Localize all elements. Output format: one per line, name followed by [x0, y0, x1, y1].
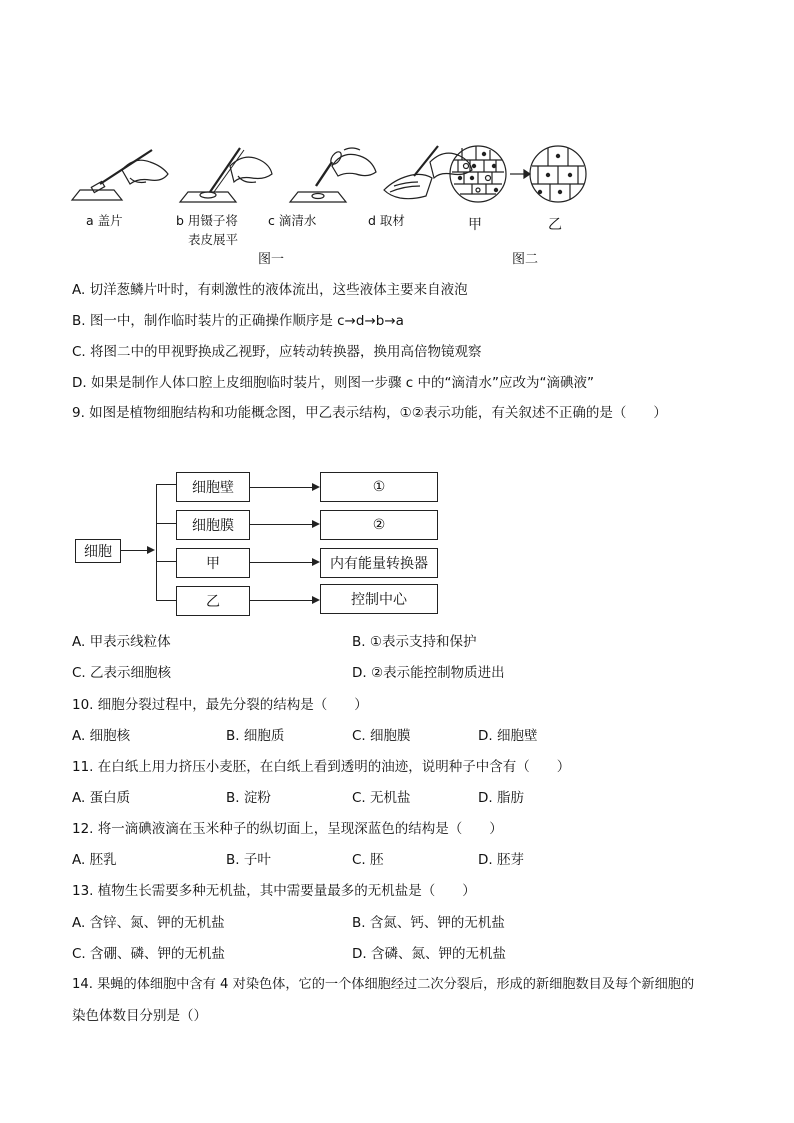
q14-stem-line2: 染色体数目分别是（） — [72, 1008, 207, 1024]
q10-option-b: B. 细胞质 — [226, 728, 285, 744]
q12-option-d: D. 胚芽 — [478, 852, 524, 868]
q13-option-a: A. 含锌、氮、钾的无机盐 — [72, 915, 225, 931]
box-yi: 乙 — [176, 586, 250, 616]
arrowhead — [312, 558, 320, 566]
cell-concept-diagram — [60, 460, 460, 630]
figure2-title: 图二 — [512, 252, 539, 267]
q12-stem: 12. 将一滴碘液滴在玉米种子的纵切面上，呈现深蓝色的结构是（ ） — [72, 821, 503, 837]
q13-option-c: C. 含硼、磷、钾的无机盐 — [72, 946, 226, 962]
arrowhead — [312, 520, 320, 528]
q13-option-b: B. 含氮、钙、钾的无机盐 — [352, 915, 505, 931]
caption-d: d 取材 — [368, 213, 405, 228]
arrowhead — [147, 546, 155, 554]
figure-row — [60, 140, 620, 270]
connector — [156, 523, 176, 524]
q12-option-c: C. 胚 — [352, 852, 384, 868]
view-arrow — [510, 170, 530, 178]
q11-option-b: B. 淀粉 — [226, 790, 271, 806]
q11-option-a: A. 蛋白质 — [72, 790, 131, 806]
q11-stem: 11. 在白纸上用力挤压小麦胚，在白纸上看到透明的油迹，说明种子中含有（ ） — [72, 759, 571, 775]
step-b-illustration — [180, 148, 272, 202]
box-function-1: ① — [320, 472, 438, 502]
box-energy-converter: 内有能量转换器 — [320, 548, 438, 578]
arrowhead — [312, 596, 320, 604]
q14-stem-line1: 14. 果蝇的体细胞中含有 4 对染色体，它的一个体细胞经过二次分裂后，形成的新细胞数目及每个新细胞的 — [72, 977, 695, 992]
q9-option-b: B. ①表示支持和保护 — [352, 634, 477, 650]
procedure-illustrations — [60, 140, 620, 220]
caption-b-line2: 表皮展平 — [188, 232, 239, 247]
connector — [121, 550, 147, 551]
q8-option-a: A. 切洋葱鳞片叶时，有刺激性的液体流出，这些液体主要来自液泡 — [72, 282, 468, 298]
arrow-line — [250, 487, 312, 488]
box-function-2: ② — [320, 510, 438, 540]
q8-option-d: D. 如果是制作人体口腔上皮细胞临时装片，则图一步骤 c 中的“滴清水”应改为“滴碘液” — [72, 375, 594, 391]
q9-option-c: C. 乙表示细胞核 — [72, 665, 172, 681]
q11-option-c: C. 无机盐 — [352, 790, 411, 806]
branch-line — [156, 484, 157, 600]
view-yi-illustration — [530, 146, 586, 202]
q10-option-c: C. 细胞膜 — [352, 728, 411, 744]
box-cell-wall: 细胞壁 — [176, 472, 250, 502]
figure1-title: 图一 — [258, 252, 285, 267]
connector — [156, 484, 176, 485]
q8-option-c: C. 将图二中的甲视野换成乙视野，应转动转换器，换用高倍物镜观察 — [72, 344, 482, 360]
caption-b-line1: b 用镊子将 — [176, 213, 238, 228]
connector — [156, 600, 176, 601]
q9-option-a: A. 甲表示线粒体 — [72, 634, 171, 650]
step-a-illustration — [72, 150, 168, 200]
connector — [156, 561, 176, 562]
q13-option-d: D. 含磷、氮、钾的无机盐 — [352, 946, 506, 962]
q10-option-a: A. 细胞核 — [72, 728, 131, 744]
q11-option-d: D. 脂肪 — [478, 790, 524, 806]
step-c-illustration — [290, 148, 376, 202]
box-cell: 细胞 — [75, 539, 121, 563]
label-jia: 甲 — [468, 217, 482, 233]
label-yi: 乙 — [548, 217, 562, 233]
q9-option-d: D. ②表示能控制物质进出 — [352, 665, 505, 681]
arrow-line — [250, 600, 312, 601]
box-control-center: 控制中心 — [320, 584, 438, 614]
q12-option-b: B. 子叶 — [226, 852, 271, 868]
caption-c: c 滴清水 — [268, 213, 317, 228]
box-jia: 甲 — [176, 548, 250, 578]
q13-stem: 13. 植物生长需要多种无机盐，其中需要量最多的无机盐是（ ） — [72, 883, 476, 899]
q10-option-d: D. 细胞壁 — [478, 728, 538, 744]
q9-stem: 9. 如图是植物细胞结构和功能概念图，甲乙表示结构，①②表示功能，有关叙述不正确的是（ ） — [72, 405, 667, 421]
caption-a: a 盖片 — [86, 213, 123, 228]
arrowhead — [312, 483, 320, 491]
q12-option-a: A. 胚乳 — [72, 852, 117, 868]
q10-stem: 10. 细胞分裂过程中，最先分裂的结构是（ ） — [72, 697, 368, 713]
arrow-line — [250, 524, 312, 525]
arrow-line — [250, 562, 312, 563]
q8-option-b: B. 图一中，制作临时装片的正确操作顺序是 c→d→b→a — [72, 313, 404, 329]
box-cell-membrane: 细胞膜 — [176, 510, 250, 540]
